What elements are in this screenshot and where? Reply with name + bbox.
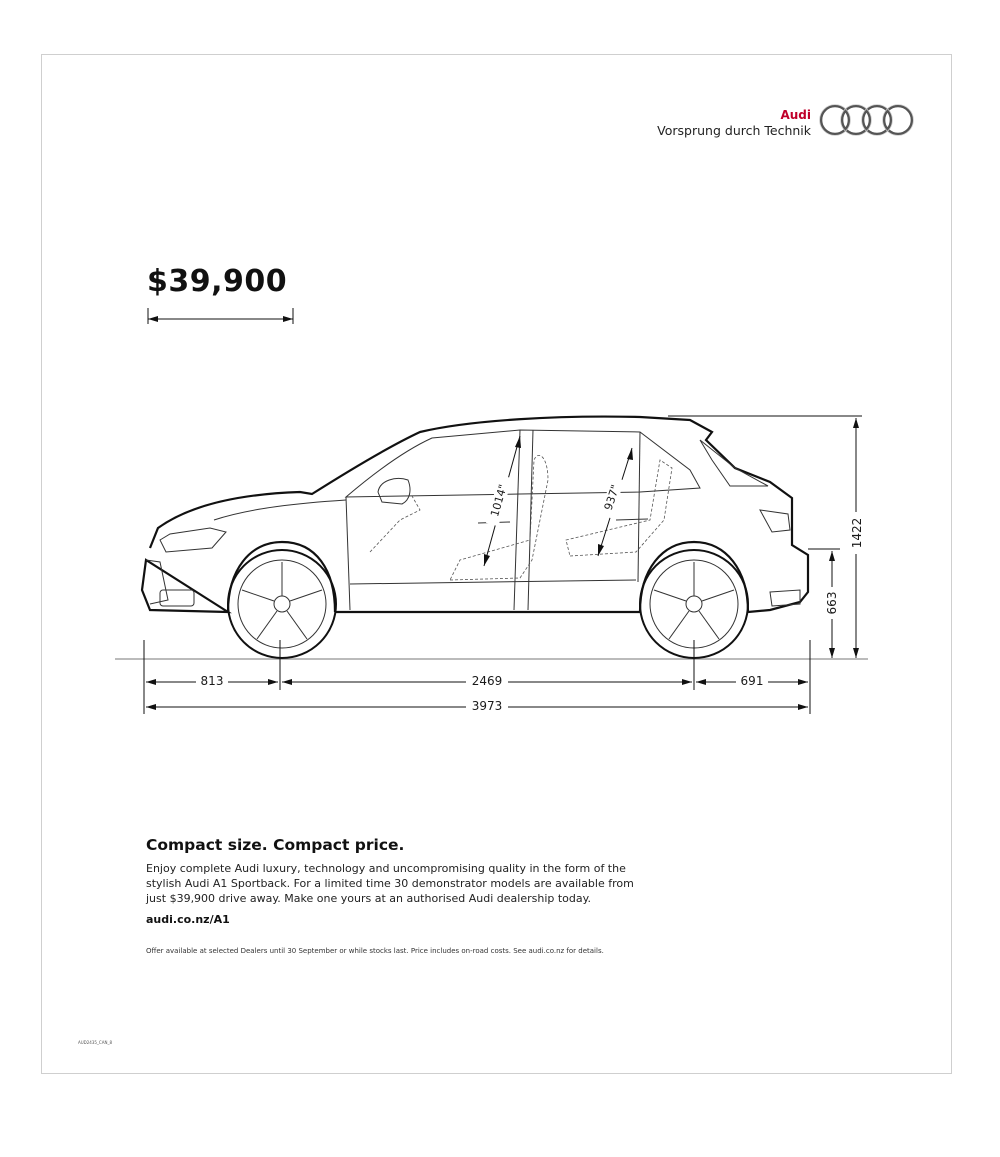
price-label: $39,900 [147, 264, 288, 299]
dim-rear-headroom: 937" [600, 476, 625, 518]
b-pillar [514, 430, 520, 610]
headlight [160, 528, 226, 552]
dim-wheelbase: 2469 [471, 674, 503, 688]
dim-rear-height: 663 [825, 587, 839, 619]
front-wheel [228, 550, 336, 658]
rear-door-edge [638, 432, 640, 582]
dim-height: 1422 [850, 512, 864, 554]
steering-wheel [370, 496, 420, 552]
height-dimension [668, 416, 862, 658]
body-copy: Enjoy complete Audi luxury, technology and uncompromising quality in the form of the stylish Audi A1 Sportback. For a limited time 30 demonstrator models are available from just $39,900 drive away. Make one yours at an authorised Audi dealership today. [146, 862, 634, 905]
ad-code: AUD2435_CAN_8 [78, 1040, 112, 1045]
price-width-arrow [146, 306, 298, 326]
four-rings-logo-icon [818, 102, 916, 138]
website-link[interactable]: audi.co.nz/A1 [146, 913, 230, 926]
front-door-edge [346, 497, 350, 610]
brand-name: Audi [780, 108, 811, 122]
disclaimer: Offer available at selected Dealers until 30 September or while stocks last. Price includes on-road costs. See audi.co.nz for details. [146, 947, 604, 955]
fog-light [160, 590, 194, 606]
tail-light [760, 510, 790, 532]
dim-length: 3973 [471, 699, 503, 713]
car-blueprint-diagram [0, 400, 1000, 720]
brand-tagline: Vorsprung durch Technik [657, 123, 811, 138]
rear-seat [566, 460, 672, 556]
door-handle-rear [616, 519, 648, 520]
side-mirror [378, 479, 410, 505]
headline: Compact size. Compact price. [146, 836, 405, 854]
brand-block [657, 108, 811, 138]
window-line [346, 430, 700, 497]
dim-front-headroom: 1014" [486, 475, 512, 527]
dim-rear-overhang: 691 [740, 674, 764, 688]
dim-front-overhang: 813 [200, 674, 224, 688]
